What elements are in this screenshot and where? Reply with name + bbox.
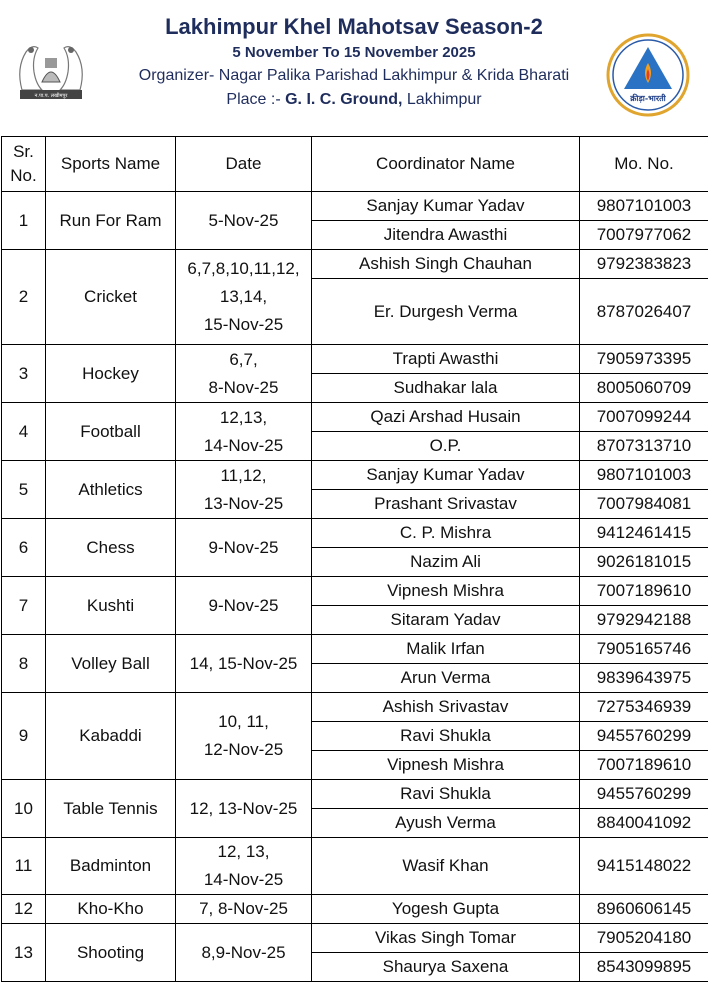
mobile-number-cell: 8787026407 xyxy=(580,279,708,345)
sr-no-cell: 2 xyxy=(2,250,46,345)
coordinator-name-cell: Sanjay Kumar Yadav xyxy=(312,461,580,490)
sport-name-cell: Chess xyxy=(46,519,176,577)
table-row xyxy=(2,693,708,722)
mobile-number-cell: 7905204180 xyxy=(580,924,708,953)
mobile-number-cell: 9415148022 xyxy=(580,838,708,895)
date-line: 13-Nov-25 xyxy=(176,490,311,518)
date-line: 14-Nov-25 xyxy=(176,432,311,460)
col-mobile: Mo. No. xyxy=(580,137,708,192)
date-line: 5-Nov-25 xyxy=(176,207,311,235)
sr-no-cell: 4 xyxy=(2,403,46,461)
col-coordinator: Coordinator Name xyxy=(312,137,580,192)
mobile-number-cell: 7007984081 xyxy=(580,490,708,519)
mobile-number-cell: 9455760299 xyxy=(580,780,708,809)
date-cell xyxy=(176,250,312,345)
sr-no-cell: 1 xyxy=(2,192,46,250)
date-line: 6,7,8,10,11,12, xyxy=(176,255,311,283)
sr-no-cell: 6 xyxy=(2,519,46,577)
table-row xyxy=(2,635,708,664)
date-line: 12, 13-Nov-25 xyxy=(176,795,311,823)
mobile-number-cell: 9792942188 xyxy=(580,606,708,635)
date-cell xyxy=(176,403,312,461)
sr-no-cell: 11 xyxy=(2,838,46,895)
col-sports-name: Sports Name xyxy=(46,137,176,192)
coordinator-name-cell: Wasif Khan xyxy=(312,838,580,895)
date-line: 14, 15-Nov-25 xyxy=(176,650,311,678)
date-line: 12,13, xyxy=(176,404,311,432)
sport-name-cell: Shooting xyxy=(46,924,176,982)
date-cell xyxy=(176,895,312,924)
svg-text:न.पा.प. लखीमपुर: न.पा.प. लखीमपुर xyxy=(35,92,69,99)
coordinator-name-cell: Sitaram Yadav xyxy=(312,606,580,635)
coordinator-name-cell: Trapti Awasthi xyxy=(312,345,580,374)
sport-name-cell: Hockey xyxy=(46,345,176,403)
mobile-number-cell: 8707313710 xyxy=(580,432,708,461)
date-line: 7, 8-Nov-25 xyxy=(176,895,311,923)
table-header-row xyxy=(2,137,708,192)
place-line: Place :- G. I. C. Ground, Lakhimpur xyxy=(0,88,708,112)
mobile-number-cell: 9455760299 xyxy=(580,722,708,751)
coordinator-name-cell: Ashish Srivastav xyxy=(312,693,580,722)
coordinator-name-cell: Qazi Arshad Husain xyxy=(312,403,580,432)
coordinator-name-cell: C. P. Mishra xyxy=(312,519,580,548)
sport-name-cell: Badminton xyxy=(46,838,176,895)
sport-name-cell: Run For Ram xyxy=(46,192,176,250)
date-line: 14-Nov-25 xyxy=(176,866,311,894)
date-line: 13,14, xyxy=(176,283,311,311)
krida-bharati-logo-icon xyxy=(606,33,690,117)
svg-text:क्रीड़ा-भारती: क्रीड़ा-भारती xyxy=(629,93,666,103)
coordinator-name-cell: Shaurya Saxena xyxy=(312,953,580,982)
table-row xyxy=(2,577,708,606)
sport-name-cell: Athletics xyxy=(46,461,176,519)
table-row xyxy=(2,895,708,924)
sport-name-cell: Kabaddi xyxy=(46,693,176,780)
mobile-number-cell: 7905973395 xyxy=(580,345,708,374)
organizer-line: Organizer- Nagar Palika Parishad Lakhimpur & Krida Bharati xyxy=(0,64,708,88)
date-line: 11,12, xyxy=(176,462,311,490)
sr-no-cell: 7 xyxy=(2,577,46,635)
mobile-number-cell: 7007189610 xyxy=(580,577,708,606)
page-title: Lakhimpur Khel Mahotsav Season-2 xyxy=(0,12,708,42)
event-dates: 5 November To 15 November 2025 xyxy=(0,42,708,64)
date-line: 8,9-Nov-25 xyxy=(176,939,311,967)
sr-no-cell: 10 xyxy=(2,780,46,838)
mobile-number-cell: 8543099895 xyxy=(580,953,708,982)
mobile-number-cell: 7275346939 xyxy=(580,693,708,722)
sport-name-cell: Kho-Kho xyxy=(46,895,176,924)
date-line: 8-Nov-25 xyxy=(176,374,311,402)
date-cell xyxy=(176,577,312,635)
table-row xyxy=(2,403,708,432)
date-cell xyxy=(176,838,312,895)
sport-name-cell: Kushti xyxy=(46,577,176,635)
coordinator-name-cell: O.P. xyxy=(312,432,580,461)
coordinator-name-cell: Vikas Singh Tomar xyxy=(312,924,580,953)
date-cell xyxy=(176,461,312,519)
coordinator-name-cell: Ashish Singh Chauhan xyxy=(312,250,580,279)
date-cell xyxy=(176,345,312,403)
date-line: 12-Nov-25 xyxy=(176,736,311,764)
sport-name-cell: Volley Ball xyxy=(46,635,176,693)
coordinator-name-cell: Sanjay Kumar Yadav xyxy=(312,192,580,221)
sport-name-cell: Table Tennis xyxy=(46,780,176,838)
date-cell xyxy=(176,924,312,982)
mobile-number-cell: 7007189610 xyxy=(580,751,708,780)
date-line: 10, 11, xyxy=(176,708,311,736)
sport-name-cell: Cricket xyxy=(46,250,176,345)
coordinator-name-cell: Sudhakar lala xyxy=(312,374,580,403)
date-line: 6,7, xyxy=(176,346,311,374)
mobile-number-cell: 9807101003 xyxy=(580,461,708,490)
mobile-number-cell: 9807101003 xyxy=(580,192,708,221)
mobile-number-cell: 9839643975 xyxy=(580,664,708,693)
table-row xyxy=(2,924,708,953)
date-line: 9-Nov-25 xyxy=(176,592,311,620)
coordinator-name-cell: Ravi Shukla xyxy=(312,722,580,751)
mobile-number-cell: 7905165746 xyxy=(580,635,708,664)
mobile-number-cell: 8005060709 xyxy=(580,374,708,403)
mobile-number-cell: 9412461415 xyxy=(580,519,708,548)
sport-name-cell: Football xyxy=(46,403,176,461)
coordinator-name-cell: Jitendra Awasthi xyxy=(312,221,580,250)
coordinator-name-cell: Nazim Ali xyxy=(312,548,580,577)
date-cell xyxy=(176,635,312,693)
schedule-table xyxy=(1,136,708,982)
date-cell xyxy=(176,780,312,838)
coordinator-name-cell: Malik Irfan xyxy=(312,635,580,664)
table-row xyxy=(2,461,708,490)
sr-no-cell: 8 xyxy=(2,635,46,693)
sr-no-cell: 5 xyxy=(2,461,46,519)
date-cell xyxy=(176,693,312,780)
sr-no-cell: 12 xyxy=(2,895,46,924)
coordinator-name-cell: Arun Verma xyxy=(312,664,580,693)
table-row xyxy=(2,250,708,279)
coordinator-name-cell: Ayush Verma xyxy=(312,809,580,838)
mobile-number-cell: 8960606145 xyxy=(580,895,708,924)
date-cell xyxy=(176,519,312,577)
date-line: 9-Nov-25 xyxy=(176,534,311,562)
header xyxy=(0,0,708,136)
sr-no-cell: 3 xyxy=(2,345,46,403)
mobile-number-cell: 9792383823 xyxy=(580,250,708,279)
coordinator-name-cell: Vipnesh Mishra xyxy=(312,751,580,780)
date-line: 15-Nov-25 xyxy=(176,311,311,339)
table-row xyxy=(2,192,708,221)
coordinator-name-cell: Er. Durgesh Verma xyxy=(312,279,580,345)
table-row xyxy=(2,519,708,548)
mobile-number-cell: 9026181015 xyxy=(580,548,708,577)
mobile-number-cell: 7007099244 xyxy=(580,403,708,432)
table-row xyxy=(2,780,708,809)
sr-no-cell: 9 xyxy=(2,693,46,780)
sr-no-cell: 13 xyxy=(2,924,46,982)
coordinator-name-cell: Vipnesh Mishra xyxy=(312,577,580,606)
mobile-number-cell: 8840041092 xyxy=(580,809,708,838)
coordinator-name-cell: Ravi Shukla xyxy=(312,780,580,809)
coordinator-name-cell: Prashant Srivastav xyxy=(312,490,580,519)
table-row xyxy=(2,838,708,895)
col-sr-no: Sr. No. xyxy=(2,137,46,192)
date-line: 12, 13, xyxy=(176,838,311,866)
date-cell xyxy=(176,192,312,250)
col-date: Date xyxy=(176,137,312,192)
mobile-number-cell: 7007977062 xyxy=(580,221,708,250)
coordinator-name-cell: Yogesh Gupta xyxy=(312,895,580,924)
table-row xyxy=(2,345,708,374)
